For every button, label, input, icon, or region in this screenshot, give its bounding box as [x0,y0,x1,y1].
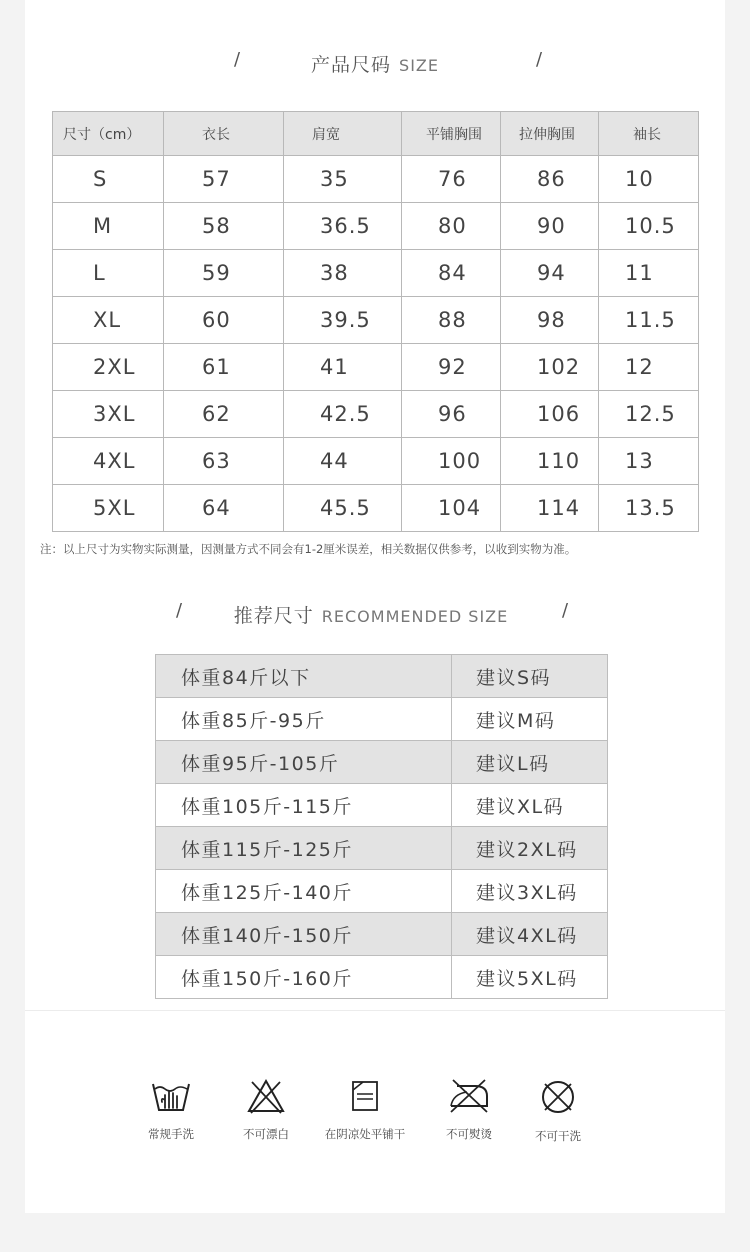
no-dry-clean-icon [539,1078,577,1116]
stretch-chest-cell: 106 [501,391,599,438]
care-hand-wash [116,1078,226,1142]
shoulder-cell: 45.5 [284,485,402,532]
sleeve-cell: 12 [599,344,699,391]
table-row [53,485,699,532]
sleeve-cell: 12.5 [599,391,699,438]
length-cell: 57 [164,156,284,203]
shoulder-cell: 36.5 [284,203,402,250]
weight-range: 体重115斤-125斤 [156,827,452,870]
care-label: 常规手洗 [148,1127,194,1141]
length-cell: 63 [164,438,284,485]
table-row [53,250,699,297]
size-cell: XL [53,297,164,344]
length-cell: 59 [164,250,284,297]
table-row [53,438,699,485]
recommended-size: 建议2XL码 [452,827,608,870]
stretch-chest-cell: 98 [501,297,599,344]
recommended-size: 建议S码 [452,655,608,698]
stretch-chest-cell: 94 [501,250,599,297]
stretch-chest-cell: 90 [501,203,599,250]
header-stretch-chest: 拉伸胸围 [501,112,599,156]
sleeve-cell: 13.5 [599,485,699,532]
size-cell: 4XL [53,438,164,485]
size-table [52,111,699,532]
flat-chest-cell: 100 [402,438,501,485]
list-item [156,956,608,999]
recommended-size: 建议3XL码 [452,870,608,913]
care-no-dry-clean [503,1078,613,1144]
recommended-size: 建议XL码 [452,784,608,827]
dry-flat-shade-icon [349,1078,381,1114]
list-item [156,870,608,913]
list-item [156,698,608,741]
shoulder-cell: 38 [284,250,402,297]
rec-slash-right: / [562,600,569,621]
size-cell: S [53,156,164,203]
size-cell: M [53,203,164,250]
length-cell: 64 [164,485,284,532]
weight-range: 体重84斤以下 [156,655,452,698]
stretch-chest-cell: 86 [501,156,599,203]
header-flat-chest: 平铺胸围 [402,112,501,156]
recommended-size: 建议M码 [452,698,608,741]
flat-chest-cell: 88 [402,297,501,344]
length-cell: 60 [164,297,284,344]
no-iron-icon [447,1078,491,1114]
sleeve-cell: 11 [599,250,699,297]
flat-chest-cell: 92 [402,344,501,391]
flat-chest-cell: 104 [402,485,501,532]
list-item [156,784,608,827]
length-cell: 62 [164,391,284,438]
stretch-chest-cell: 114 [501,485,599,532]
list-item [156,827,608,870]
title-slash-right: / [536,49,543,70]
list-item [156,741,608,784]
length-cell: 58 [164,203,284,250]
care-no-bleach [211,1078,321,1142]
weight-range: 体重150斤-160斤 [156,956,452,999]
weight-range: 体重95斤-105斤 [156,741,452,784]
stretch-chest-cell: 110 [501,438,599,485]
measurement-note: 注：以上尺寸为实物实际测量，因测量方式不同会有1-2厘米误差，相关数据仅供参考，以收到实物为准。 [40,542,577,556]
header-length: 衣长 [164,112,284,156]
size-title-cn: 产品尺码 [311,54,392,76]
stretch-chest-cell: 102 [501,344,599,391]
table-row [53,156,699,203]
weight-range: 体重125斤-140斤 [156,870,452,913]
table-row [53,297,699,344]
size-section-title [0,50,750,77]
header-size: 尺寸（cm） [53,112,164,156]
care-label: 不可干洗 [535,1129,581,1143]
weight-range: 体重140斤-150斤 [156,913,452,956]
care-label: 不可熨烫 [446,1127,492,1141]
sleeve-cell: 10 [599,156,699,203]
shoulder-cell: 39.5 [284,297,402,344]
table-row [53,344,699,391]
shoulder-cell: 44 [284,438,402,485]
weight-range: 体重85斤-95斤 [156,698,452,741]
care-label: 在阴凉处平铺干 [324,1127,406,1141]
shoulder-cell: 41 [284,344,402,391]
care-dry-flat-shade [310,1078,420,1142]
flat-chest-cell: 76 [402,156,501,203]
header-sleeve: 袖长 [599,112,699,156]
header-shoulder: 肩宽 [284,112,402,156]
table-row [53,391,699,438]
table-row [53,203,699,250]
size-cell: 2XL [53,344,164,391]
rec-slash-left: / [176,600,183,621]
size-cell: 3XL [53,391,164,438]
recommended-size: 建议4XL码 [452,913,608,956]
size-table-header [53,112,699,156]
recommend-title-cn: 推荐尺寸 [233,605,314,627]
weight-range: 体重105斤-115斤 [156,784,452,827]
length-cell: 61 [164,344,284,391]
flat-chest-cell: 84 [402,250,501,297]
sleeve-cell: 11.5 [599,297,699,344]
list-item [156,655,608,698]
recommend-table [155,654,608,999]
shoulder-cell: 35 [284,156,402,203]
size-cell: 5XL [53,485,164,532]
no-bleach-icon [246,1078,286,1114]
flat-chest-cell: 96 [402,391,501,438]
size-title-en: SIZE [399,56,439,75]
size-cell: L [53,250,164,297]
recommended-size: 建议5XL码 [452,956,608,999]
sleeve-cell: 10.5 [599,203,699,250]
recommend-section-title [0,601,746,628]
shoulder-cell: 42.5 [284,391,402,438]
recommend-title-en: RECOMMENDED SIZE [321,607,509,626]
flat-chest-cell: 80 [402,203,501,250]
title-slash-left: / [234,49,241,70]
care-label: 不可漂白 [243,1127,289,1141]
list-item [156,913,608,956]
sleeve-cell: 13 [599,438,699,485]
recommended-size: 建议L码 [452,741,608,784]
hand-wash-icon [150,1078,192,1114]
